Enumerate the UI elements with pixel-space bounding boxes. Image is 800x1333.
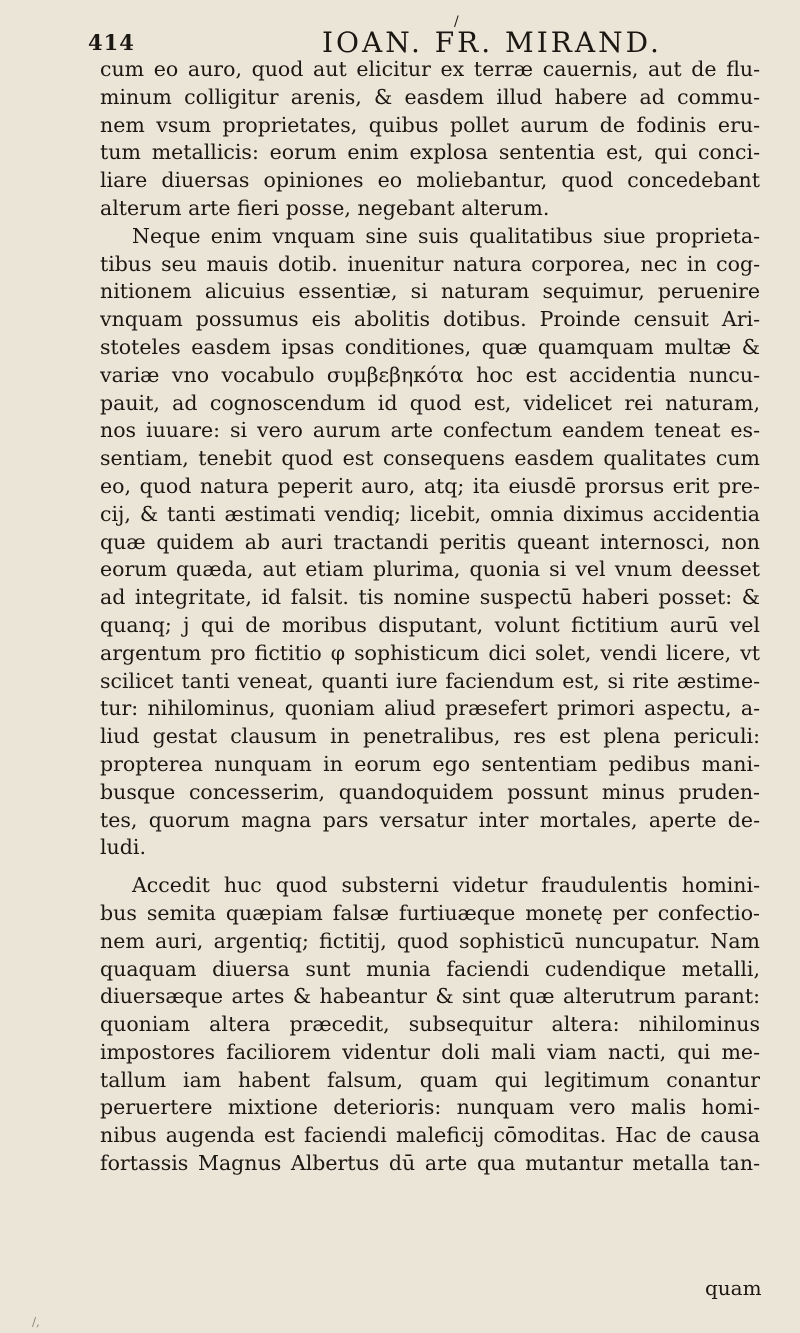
text-line: fortassis Magnus Albertus dū arte qua mutantur metalla tan- <box>100 1151 760 1176</box>
text-line: Accedit huc quod substerni videtur fraudulentis homini- <box>132 873 760 898</box>
text-line: cij, & tanti æstimati vendiq; licebit, omnia diximus accidentia <box>100 501 760 526</box>
text-line: nem auri, argentiq; fictitij, quod sophisticū nuncupatur. Nam <box>100 928 760 953</box>
text-line: tibus seu mauis dotib. inuenitur natura corporea, nec in cog- <box>100 251 760 276</box>
text-line: peruertere mixtione deterioris: nunquam vero malis homi- <box>100 1095 760 1120</box>
text-line: impostores faciliorem videntur doli mali viam nacti, qui me- <box>100 1039 760 1064</box>
text-line: bus semita quæpiam falsæ furtiuæque monetę per confectio- <box>100 900 760 925</box>
text-line: scilicet tanti veneat, quanti iure faciendum est, si rite æstime- <box>100 668 760 693</box>
text-line: stoteles easdem ipsas conditiones, quæ quamquam multæ & <box>100 334 760 359</box>
text-line: nem vsum proprietates, quibus pollet aurum de fodinis eru- <box>100 112 760 137</box>
paragraph-3 <box>100 872 760 1178</box>
text-line: liare diuersas opiniones eo moliebantur, quod concedebant <box>100 168 760 193</box>
text-line: variæ vno vocabulo συμβεβηκότα hoc est accidentia nuncu- <box>100 362 760 387</box>
tick-mark: / <box>454 14 459 30</box>
text-line: cum eo auro, quod aut elicitur ex terræ cauernis, aut de flu- <box>100 57 760 81</box>
text-line: argentum pro fictitio φ sophisticum dici solet, vendi licere, vt <box>100 640 760 665</box>
text-line: tur: nihilominus, quoniam aliud præsefert primori aspectu, a- <box>100 696 760 721</box>
text-line: eorum quæda, aut etiam plurima, quonia si vel vnum deesset <box>100 557 760 582</box>
text-line: pauit, ad cognoscendum id quod est, videlicet rei naturam, <box>100 390 760 415</box>
text-line: nibus augenda est faciendi maleficij cōmoditas. Hac de causa <box>100 1123 760 1148</box>
text-line: liud gestat clausum in penetralibus, res est plena periculi: <box>100 724 760 749</box>
body-text <box>100 56 760 1178</box>
text-line: ludi. <box>100 835 146 860</box>
text-line: tum metallicis: eorum enim explosa sententia est, qui conci- <box>100 140 760 165</box>
text-line: sentiam, tenebit quod est consequens easdem qualitates cum <box>100 446 760 471</box>
text-line: Neque enim vnquam sine suis qualitatibus siue proprieta- <box>132 223 760 248</box>
text-line: quoniam altera præcedit, subsequitur altera: nihilominus <box>100 1012 760 1037</box>
paragraph-1 <box>100 56 760 223</box>
text-line: diuersæque artes & habeantur & sint quæ alterutrum parant: <box>100 984 760 1009</box>
page-number: 414 <box>88 30 135 55</box>
text-line: tes, quorum magna pars versatur inter mortales, aperte de- <box>100 807 760 832</box>
text-line: vnquam possumus eis abolitis dotibus. Proinde censuit Ari- <box>100 307 760 332</box>
text-line: quaquam diuersa sunt munia faciendi cudendique metalli, <box>100 956 760 981</box>
text-line: tallum iam habent falsum, quam qui legitimum conantur <box>100 1067 760 1092</box>
paragraph-2 <box>100 223 760 862</box>
text-line: nos iuuare: si vero aurum arte confectum eandem teneat es- <box>100 418 760 443</box>
catchword: quam <box>705 1276 762 1300</box>
text-line: alterum arte fieri posse, negebant alterum. <box>100 195 550 220</box>
text-line: ad integritate, id falsit. tis nomine suspectū haberi posset: & <box>100 585 760 610</box>
text-line: busque concesserim, quandoquidem possunt minus pruden- <box>100 779 760 804</box>
text-line: quanq; j qui de moribus disputant, volunt fictitium aurū vel <box>100 612 760 637</box>
text-line: nitionem alicuius essentiæ, si naturam sequimur, peruenire <box>100 279 760 304</box>
text-line: quæ quidem ab auri tractandi peritis queant internosci, non <box>100 529 760 554</box>
running-head: IOAN. FR. MIRAND. <box>322 26 662 59</box>
page-header <box>0 14 800 62</box>
margin-mark: /, <box>32 1315 40 1329</box>
text-line: eo, quod natura peperit auro, atq; ita eiusdē prorsus erit pre- <box>100 473 760 498</box>
text-line: minum colligitur arenis, & easdem illud habere ad commu- <box>100 84 760 109</box>
text-line: propterea nunquam in eorum ego sententiam pedibus mani- <box>100 751 760 776</box>
